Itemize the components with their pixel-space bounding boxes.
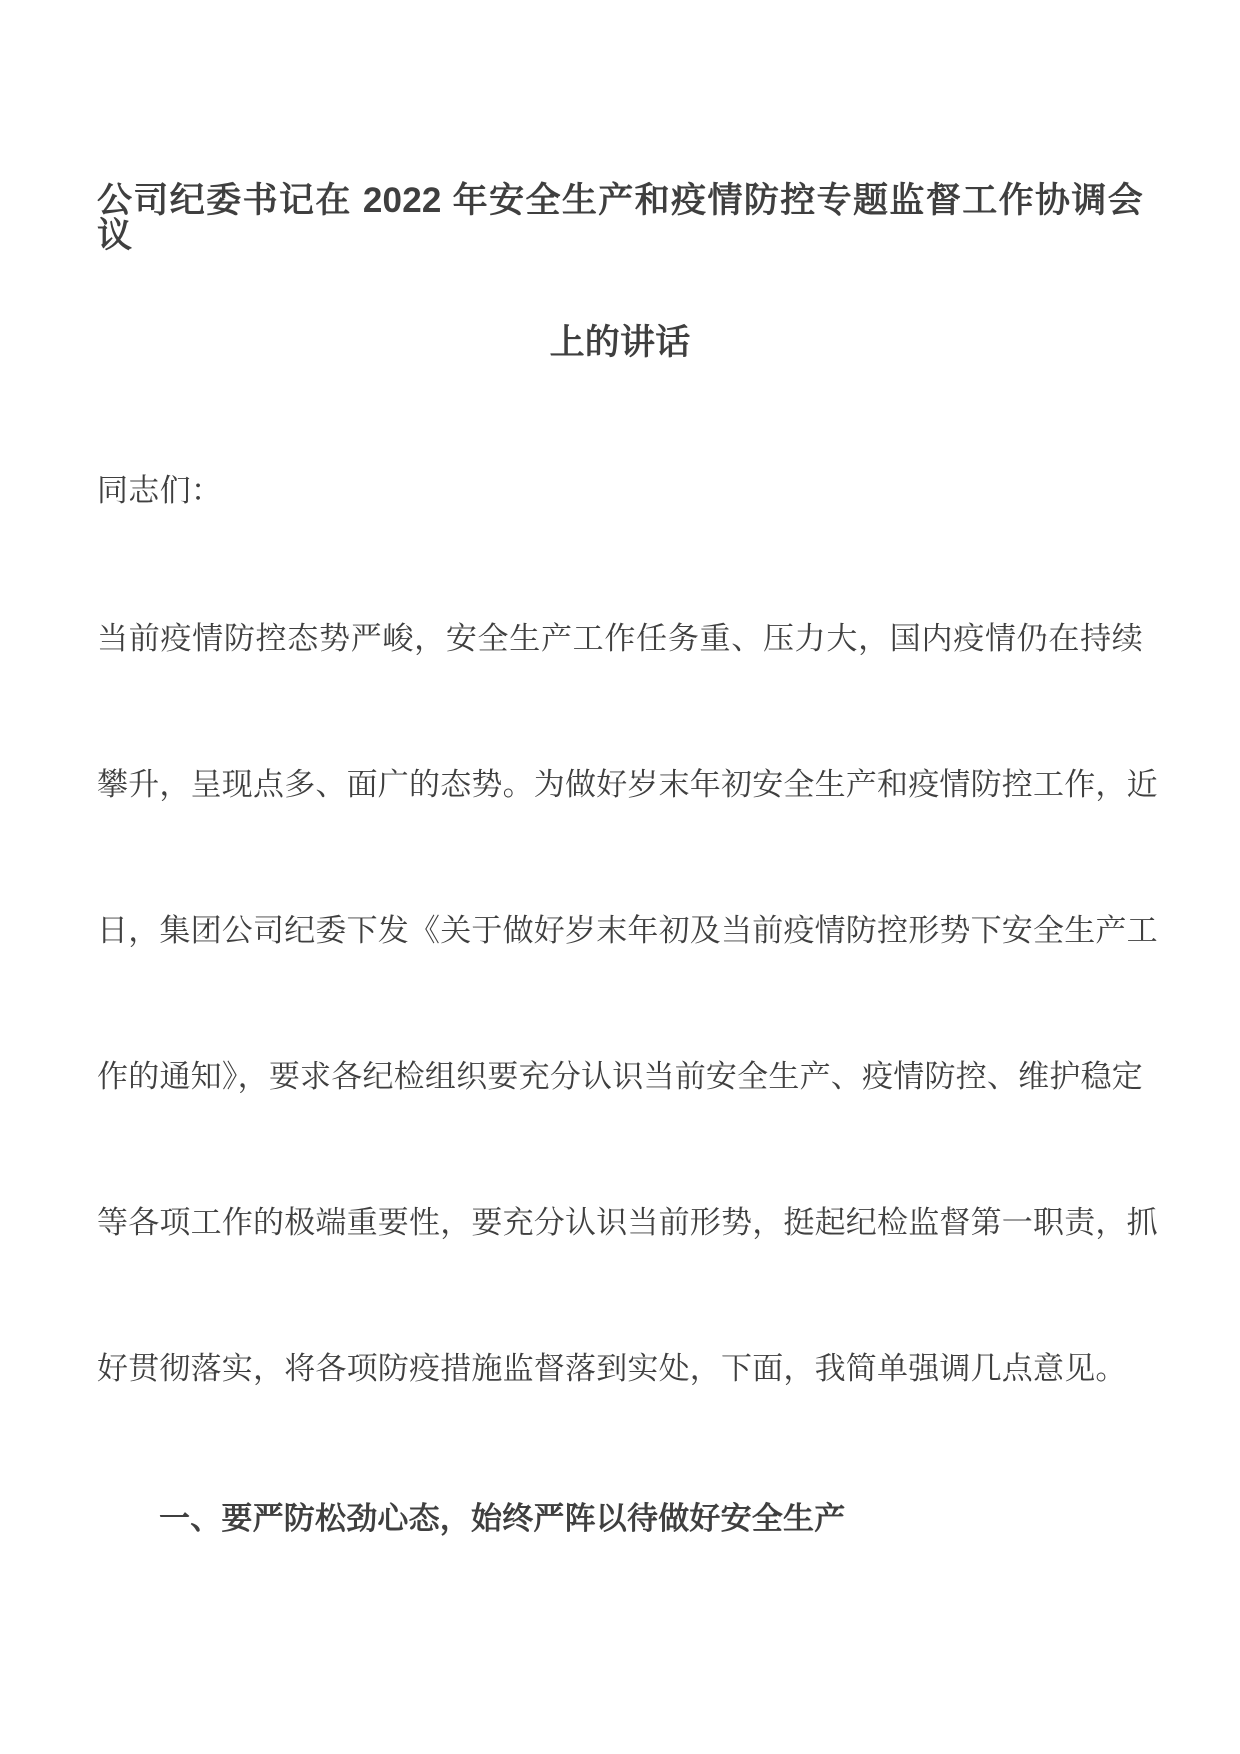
body-line-6: 好贯彻落实，将各项防疫措施监督落到实处，下面，我简单强调几点意见。	[97, 1351, 1127, 1386]
body-line-5: 等各项工作的极端重要性，要充分认识当前形势，挺起纪检监督第一职责，抓	[97, 1205, 1158, 1240]
body-line-2: 攀升，呈现点多、面广的态势。为做好岁末年初安全生产和疫情防控工作，近	[97, 767, 1158, 802]
page-title-line-2: 上的讲话	[549, 323, 691, 362]
salutation: 同志们：	[97, 473, 223, 508]
page-title-line-1: 公司纪委书记在 2022 年安全生产和疫情防控专题监督工作协调会议	[97, 181, 1143, 255]
body-line-3: 日，集团公司纪委下发《关于做好岁末年初及当前疫情防控形势下安全生产工	[97, 913, 1158, 948]
document-content	[97, 0, 1158, 1565]
section-heading-1: 一、要严防松劲心态，始终严阵以待做好安全生产	[159, 1501, 846, 1536]
body-line-4: 作的通知》，要求各纪检组织要充分认识当前安全生产、疫情防控、维护稳定	[97, 1059, 1143, 1094]
body-line-1: 当前疫情防控态势严峻，安全生产工作任务重、压力大，国内疫情仍在持续	[97, 621, 1143, 656]
